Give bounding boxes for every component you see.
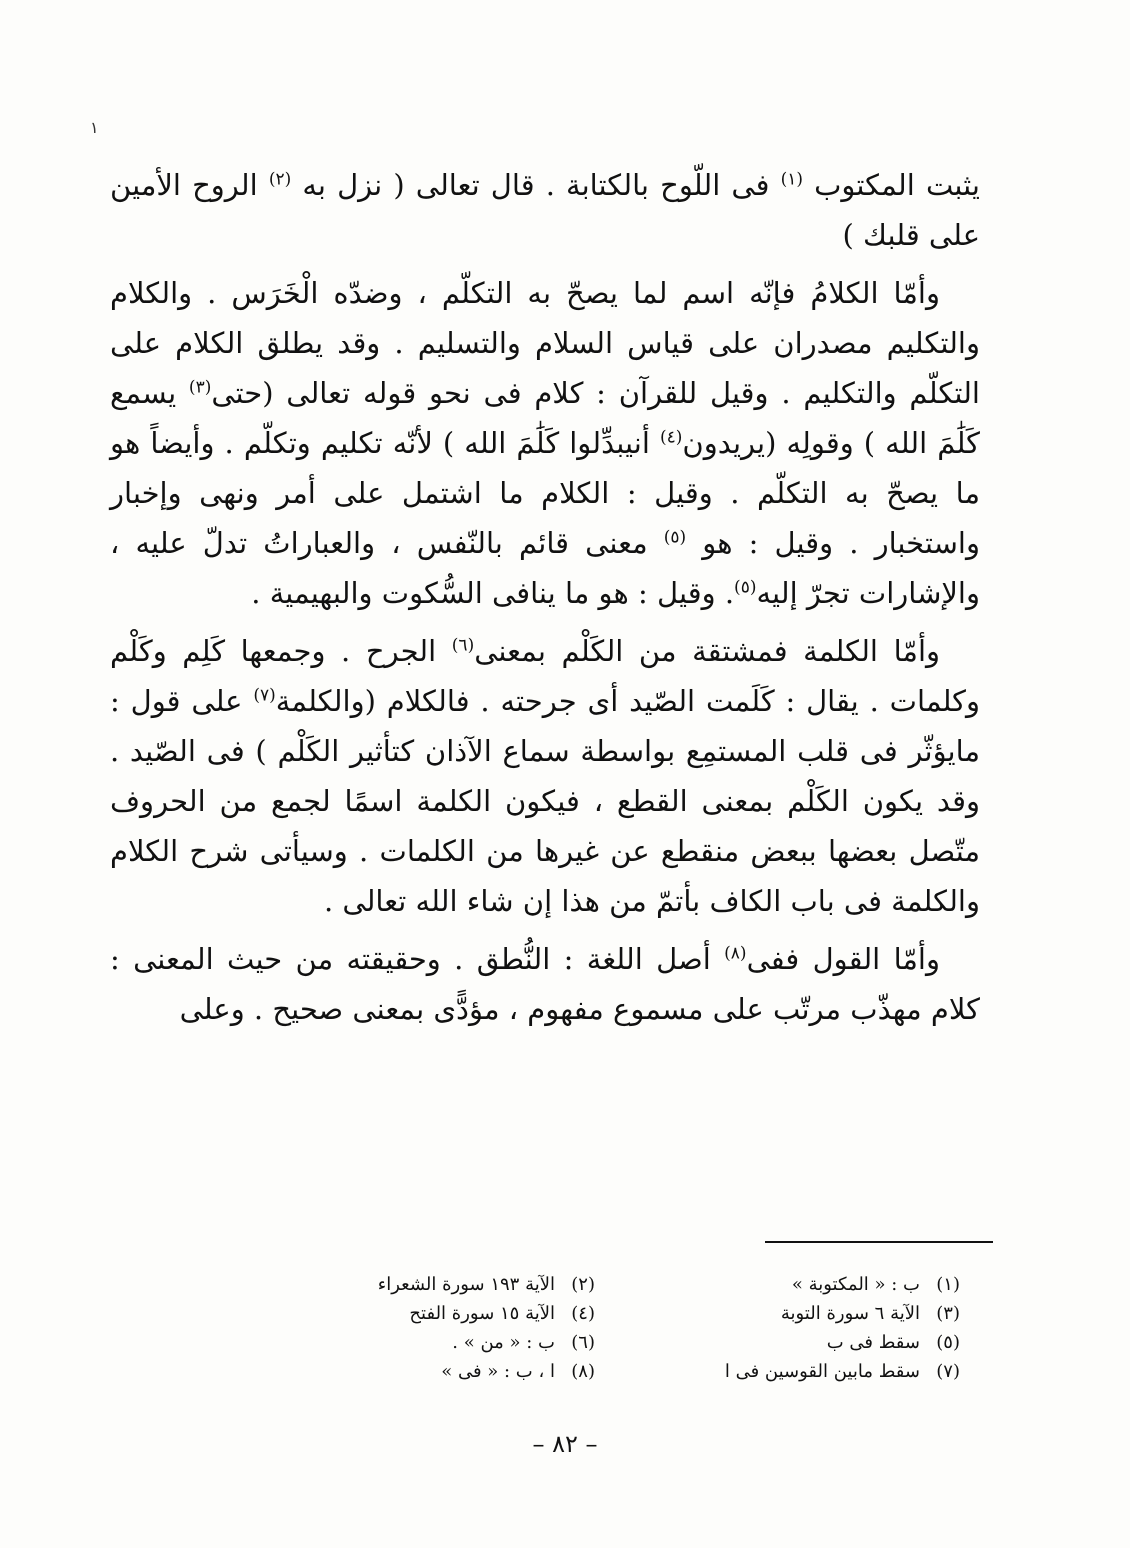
footnote-item: [230, 1357, 595, 1386]
footnote-number: (١): [936, 1274, 960, 1295]
main-text: [110, 160, 980, 1042]
footnote-row: [230, 1328, 960, 1357]
footnote-number: (٣): [936, 1303, 960, 1324]
footnote-text: الآية ٦ سورة التوبة: [780, 1303, 920, 1324]
footnote-text: ب : « من » .: [452, 1332, 555, 1353]
text-run: وأمّا الكلامُ فإنّه اسم لما يصحّ به التكلّم ، وضدّه الْخَرَس . والكلام والتكليم مصدران على قياس السلام والتسليم . وقد يطلق الكلام على التكلّم والتكليم . وقيل للقرآن : كلام فى نحو قوله تعالى (حتى: [110, 276, 980, 410]
footnote-item: [595, 1299, 960, 1328]
footnote-number: (٦): [571, 1332, 595, 1353]
footnote-number: (٥): [936, 1332, 960, 1353]
footnote-text: سقط فى ب: [826, 1332, 920, 1353]
footnote-item: [230, 1299, 595, 1328]
paragraph: [110, 934, 980, 1034]
footnote-text: الآية ١٥ سورة الفتح: [409, 1303, 555, 1324]
footnote-item: [595, 1357, 960, 1386]
footnote-reference: (٧): [253, 685, 276, 706]
text-run: يسمع كَلَٰمَ الله ) وقولِه (يريدون: [110, 376, 980, 460]
footnote-reference: (٢): [268, 169, 292, 190]
footnote-item: [230, 1328, 595, 1357]
footnote-text: سقط مابين القوسين فى ا: [724, 1361, 920, 1382]
footnote-row: [230, 1270, 960, 1299]
text-run: وأمّا القول ففى: [746, 942, 940, 976]
text-run: يثبت المكتوب: [803, 168, 980, 202]
footnote-number: (٧): [936, 1361, 960, 1382]
footnote-reference: (٦): [451, 635, 475, 656]
footnote-number: (٨): [571, 1361, 595, 1382]
footnote-reference: (٣): [188, 377, 212, 398]
footnote-reference: (٤): [660, 427, 683, 448]
text-run: الروح الأمين على قلبك ): [110, 168, 980, 252]
paragraph: [110, 160, 980, 260]
footnote-row: [230, 1357, 960, 1386]
footnote-reference: (٥): [663, 527, 687, 548]
footnote-number: (٢): [571, 1274, 595, 1295]
footnote-text: ب : « المكتوبة »: [791, 1274, 920, 1295]
text-run: أصل اللغة : النُّطق . وحقيقته من حيث المعنى : كلام مهذّب مرتّب على مسموع مفهوم ، مؤدًّى بمعنى صحيح . وعلى: [110, 942, 980, 1026]
footnote-row: [230, 1299, 960, 1328]
text-run: الجرح . وجمعها كَلِم وكَلْم وكلمات . يقال : كَلَمت الصّيد أى جرحته . فالكلام (والكلمة: [110, 634, 980, 718]
footnote-text: الآية ١٩٣ سورة الشعراء: [377, 1274, 555, 1295]
footnote-item: [595, 1270, 960, 1299]
footnote-text: ا ، ب : « فى »: [441, 1361, 555, 1382]
footnote-number: (٤): [571, 1303, 595, 1324]
text-run: على قول : مايؤثّر فى قلب المستمِع بواسطة سماع الآذان كتأثير الكَلْم ) فى الصّيد . وقد يكون الكَلْم بمعنى القطع ، فيكون الكلمة اسمًا لجمع من الحروف متّصل بعضها ببعض منقطع عن غيرها من الكلمات . وسيأتى شرح الكلام والكلمة فى باب الكاف بأتمّ من هذا إن شاء الله تعالى .: [110, 684, 980, 918]
text-run: فى اللّوح بالكتابة . قال تعالى ( نزل به: [291, 168, 781, 202]
footnotes: [230, 1270, 960, 1386]
footnote-item: [230, 1270, 595, 1299]
paragraph: [110, 626, 980, 926]
paragraph: [110, 268, 980, 618]
page-number: – ٨٢ –: [532, 1430, 598, 1458]
text-run: . وقيل : هو ما ينافى السُّكوت والبهيمية .: [251, 576, 735, 610]
text-run: أنيبدِّلوا كَلَٰمَ الله ) لأنّه تكليم وتكلّم . وأيضاً هو ما يصحّ به التكلّم . وقيل : الكلام ما اشتمل على أمر ونهى وإخبار واستخبار . وقيل : هو: [110, 426, 980, 560]
text-run: وأمّا الكلمة فمشتقة من الكَلْم بمعنى: [474, 634, 941, 668]
text-run: معنى قائم بالنّفس ، والعباراتُ تدلّ عليه ، والإشارات تجرّ إليه: [110, 526, 980, 610]
margin-mark: ١: [90, 118, 99, 137]
footnote-reference: (٨): [724, 943, 747, 964]
footnote-separator: [765, 1241, 993, 1243]
footnote-reference: (٥): [734, 577, 757, 598]
footnote-reference: (١): [780, 169, 803, 190]
footnote-item: [595, 1328, 960, 1357]
